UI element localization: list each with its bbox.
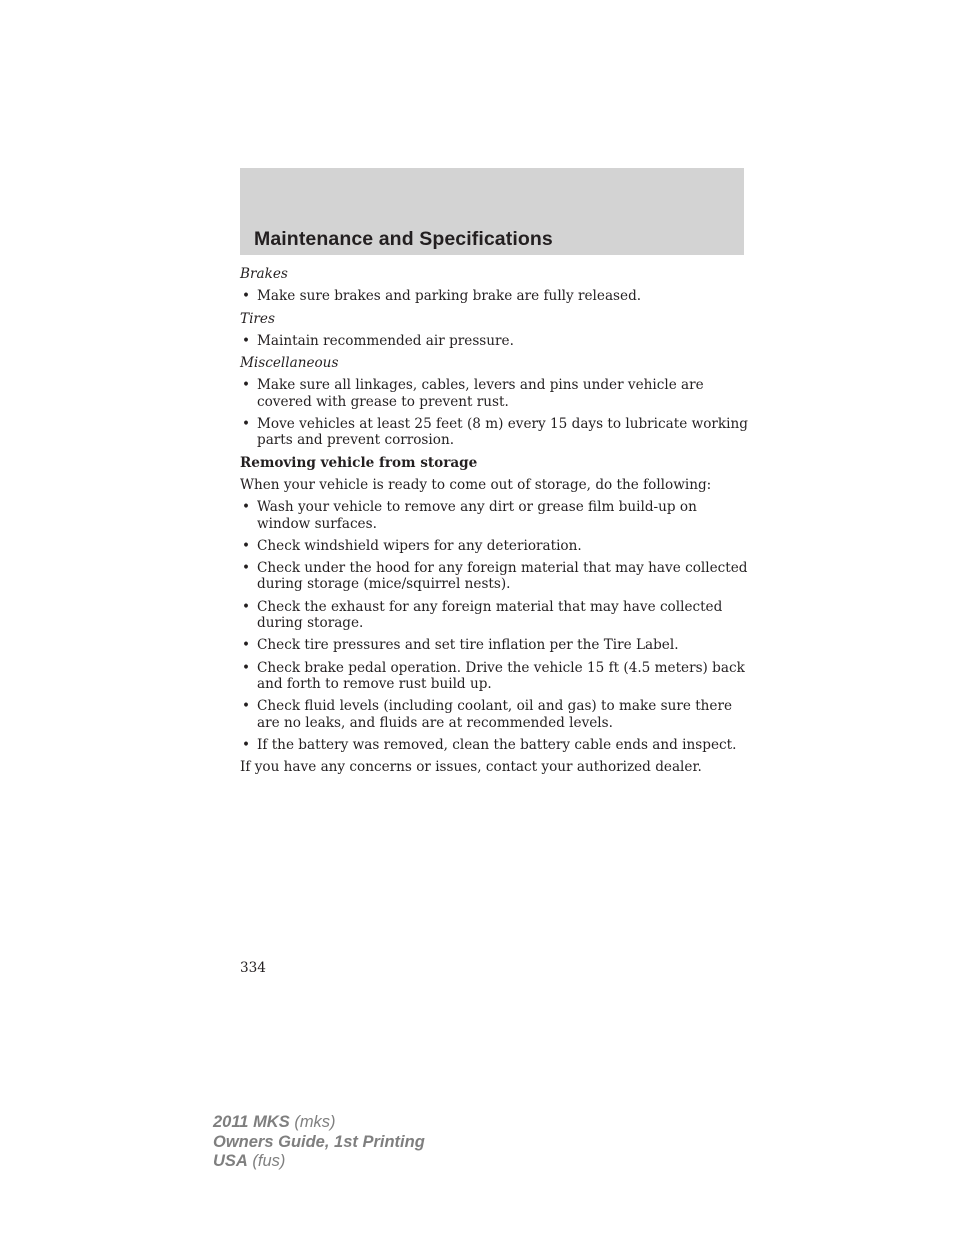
bullet-icon: •: [242, 637, 251, 654]
list-item-text: Maintain recommended air pressure.: [257, 332, 514, 349]
footer-model: 2011 MKS: [213, 1113, 290, 1131]
list-item: [240, 377, 750, 410]
brakes-list: [240, 288, 750, 304]
document-footer: [213, 1113, 425, 1172]
list-item: [240, 737, 750, 753]
list-item-text: Check tire pressures and set tire inflation per the Tire Label.: [257, 637, 679, 654]
brakes-heading: Brakes: [240, 266, 288, 282]
removing-intro: When your vehicle is ready to come out of storage, do the following:: [240, 476, 712, 493]
bullet-icon: •: [242, 332, 251, 349]
list-item-text: Check windshield wipers for any deterioration.: [257, 537, 582, 554]
page-number: 334: [240, 960, 266, 976]
list-item-text: Move vehicles at least 25 feet (8 m) every 15 days to lubricate working parts and prevent corrosion.: [257, 416, 748, 449]
bullet-icon: •: [242, 499, 251, 516]
bullet-icon: •: [242, 598, 251, 615]
footer-model-code: (mks): [289, 1113, 336, 1131]
bullet-icon: •: [242, 659, 251, 676]
page-content: [240, 266, 750, 781]
list-item-text: Wash your vehicle to remove any dirt or grease film build-up on window surfaces.: [257, 499, 697, 532]
list-item: [240, 560, 750, 593]
bullet-icon: •: [242, 377, 251, 394]
list-item-text: Make sure all linkages, cables, levers and pins under vehicle are covered with grease to prevent rust.: [257, 377, 704, 410]
bullet-icon: •: [242, 288, 251, 305]
list-item: [240, 288, 750, 304]
footer-line-region: [213, 1152, 425, 1172]
list-item-text: Check fluid levels (including coolant, oil and gas) to make sure there are no leaks, and fluids are at recommended levels.: [257, 698, 733, 731]
footer-region: USA: [213, 1152, 248, 1170]
list-item-text: If the battery was removed, clean the battery cable ends and inspect.: [257, 736, 737, 753]
list-item-text: Check under the hood for any foreign material that may have collected during storage (mice/squirrel nests).: [257, 560, 748, 593]
list-item: [240, 637, 750, 653]
list-item: [240, 599, 750, 632]
list-item: [240, 538, 750, 554]
list-item: [240, 698, 750, 731]
removing-closing: If you have any concerns or issues, contact your authorized dealer.: [240, 759, 702, 776]
section-title: Maintenance and Specifications: [254, 228, 553, 250]
list-item-text: Check the exhaust for any foreign material that may have collected during storage.: [257, 598, 723, 632]
removing-list: [240, 499, 750, 753]
list-item: [240, 499, 750, 532]
list-item: [240, 660, 750, 693]
tires-heading: Tires: [240, 310, 275, 327]
footer-line-model: [213, 1113, 425, 1133]
list-item-text: Make sure brakes and parking brake are fully released.: [257, 288, 642, 305]
bullet-icon: •: [242, 736, 251, 753]
bullet-icon: •: [242, 537, 251, 554]
bullet-icon: •: [242, 698, 251, 715]
tires-list: [240, 333, 750, 349]
list-item: [240, 416, 750, 449]
list-item-text: Check brake pedal operation. Drive the vehicle 15 ft (4.5 meters) back and forth to remove rust build up.: [257, 659, 745, 692]
misc-list: [240, 377, 750, 448]
misc-heading: Miscellaneous: [240, 355, 339, 372]
list-item: [240, 333, 750, 349]
footer-edition: Owners Guide, 1st Printing: [213, 1132, 425, 1151]
bullet-icon: •: [242, 560, 251, 577]
footer-region-code: (fus): [247, 1152, 286, 1170]
removing-heading: Removing vehicle from storage: [240, 454, 478, 471]
bullet-icon: •: [242, 416, 251, 433]
section-header-band: [240, 168, 744, 255]
